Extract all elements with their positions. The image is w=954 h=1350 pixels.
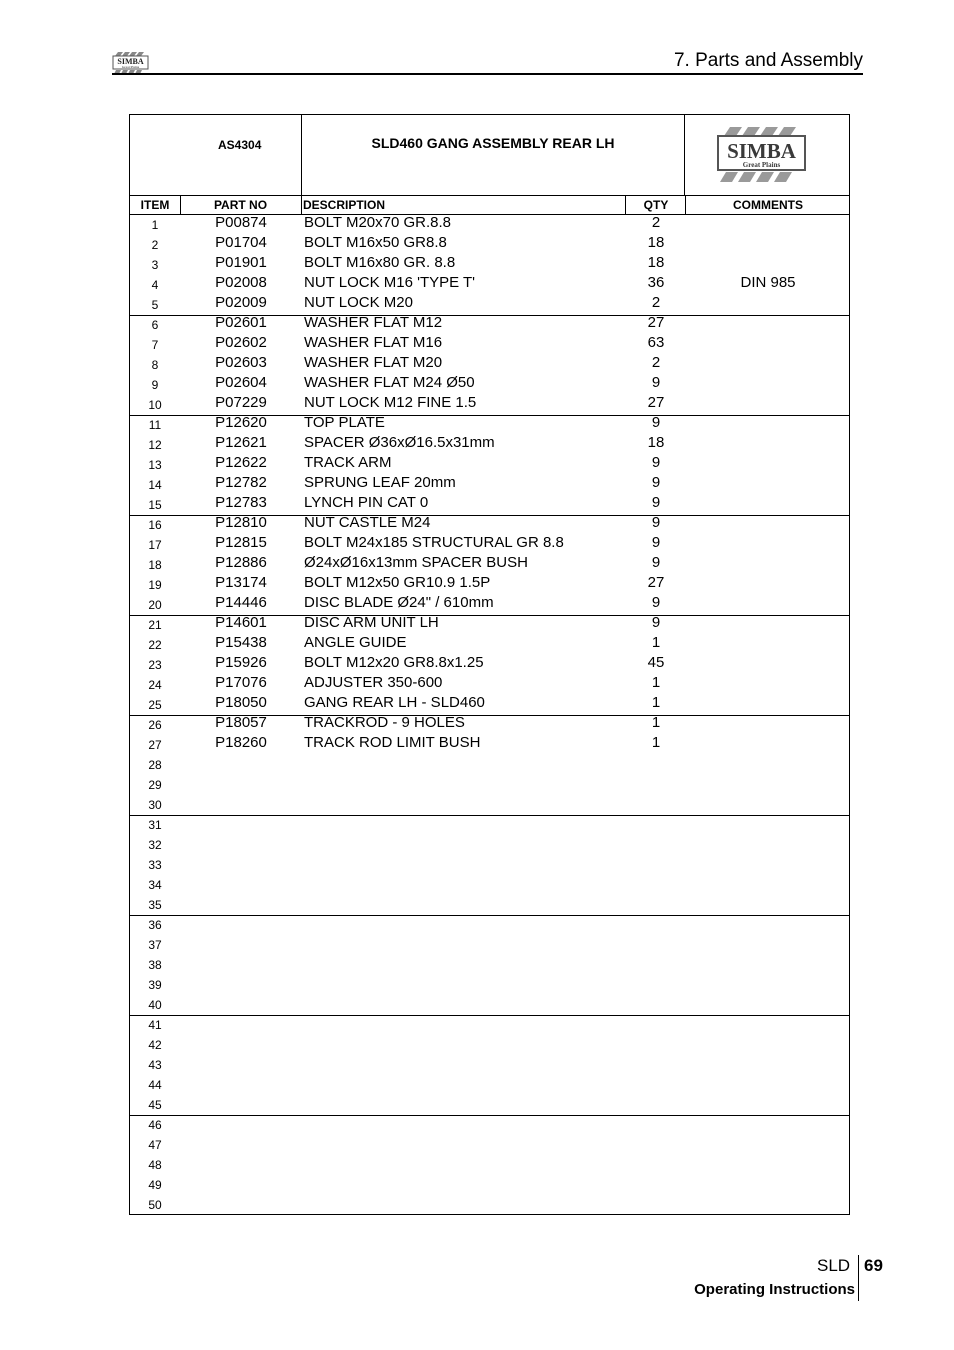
table-row (130, 954, 849, 974)
table-row (130, 1194, 849, 1214)
item-number: 38 (148, 958, 162, 972)
quantity: 63 (647, 334, 665, 351)
description: WASHER FLAT M12 (304, 314, 443, 331)
col-description-header: DESCRIPTION (303, 195, 603, 215)
table-row (130, 474, 849, 494)
quantity: 1 (651, 634, 661, 651)
item-number: 40 (148, 998, 162, 1012)
quantity: 9 (651, 594, 661, 611)
table-row (130, 354, 849, 374)
item-number: 28 (148, 758, 162, 772)
item-number: 23 (148, 658, 162, 672)
quantity: 9 (651, 534, 661, 551)
quantity: 1 (651, 714, 661, 731)
page-number: 69 (864, 1256, 883, 1275)
group-divider (130, 415, 849, 416)
item-number: 34 (148, 878, 162, 892)
part-number: P15438 (215, 634, 267, 651)
table-row (130, 634, 849, 654)
quantity: 9 (651, 514, 661, 531)
quantity: 27 (647, 394, 665, 411)
part-number: P02601 (215, 314, 267, 331)
description: TRACK ARM (304, 454, 392, 471)
table-row (130, 694, 849, 714)
svg-text:SIMBA: SIMBA (117, 57, 144, 66)
assembly-number: AS4304 (218, 138, 262, 152)
item-number: 50 (148, 1198, 162, 1212)
table-row (130, 774, 849, 794)
description: ADJUSTER 350-600 (304, 674, 443, 691)
description: BOLT M20x70 GR.8.8 (304, 214, 452, 231)
item-number: 41 (148, 1018, 162, 1032)
table-row (130, 1014, 849, 1034)
description: LYNCH PIN CAT 0 (304, 494, 429, 511)
divider (301, 195, 302, 215)
description: TOP PLATE (304, 414, 385, 431)
comment: DIN 985 (740, 274, 796, 291)
group-divider (130, 1015, 849, 1016)
quantity: 2 (651, 354, 661, 371)
quantity: 18 (647, 434, 665, 451)
description: DISC BLADE Ø24" / 610mm (304, 594, 494, 611)
item-number: 12 (148, 438, 162, 452)
table-row (130, 754, 849, 774)
item-number: 29 (148, 778, 162, 792)
footer-model: SLD (817, 1256, 851, 1275)
part-number: P12886 (215, 554, 267, 571)
logo-brand-text: SIMBA (727, 139, 796, 163)
description: WASHER FLAT M16 (304, 334, 443, 351)
group-divider (130, 815, 849, 816)
item-number: 10 (148, 398, 162, 412)
table-row (130, 394, 849, 414)
part-number: P12783 (215, 494, 267, 511)
table-row (130, 1154, 849, 1174)
item-number: 37 (148, 938, 162, 952)
quantity: 1 (651, 674, 661, 691)
table-row (130, 414, 849, 434)
footer-subtitle: Operating Instructions (694, 1281, 855, 1298)
item-number: 33 (148, 858, 162, 872)
table-row (130, 1114, 849, 1134)
description: WASHER FLAT M20 (304, 354, 443, 371)
item-number: 26 (148, 718, 162, 732)
item-number: 25 (148, 698, 162, 712)
item-number: 49 (148, 1178, 162, 1192)
header-rule (112, 73, 863, 75)
table-row (130, 1034, 849, 1054)
description: BOLT M12x20 GR8.8x1.25 (304, 654, 484, 671)
table-row (130, 674, 849, 694)
item-number: 8 (151, 358, 159, 372)
table-row (130, 874, 849, 894)
quantity: 36 (647, 274, 665, 291)
part-number: P01901 (215, 254, 267, 271)
item-number: 7 (151, 338, 159, 352)
item-number: 19 (148, 578, 162, 592)
item-number: 18 (148, 558, 162, 572)
section-title: 7. Parts and Assembly (673, 50, 863, 71)
quantity: 9 (651, 614, 661, 631)
item-number: 44 (148, 1078, 162, 1092)
description: NUT CASTLE M24 (304, 514, 431, 531)
table-row (130, 554, 849, 574)
simba-header-logo (112, 52, 150, 74)
table-row (130, 814, 849, 834)
table-row (130, 614, 849, 634)
item-number: 32 (148, 838, 162, 852)
col-item-header: ITEM (130, 195, 180, 215)
part-number: P12782 (215, 474, 267, 491)
description: DISC ARM UNIT LH (304, 614, 439, 631)
simba-logo (716, 127, 808, 183)
description: BOLT M12x50 GR10.9 1.5P (304, 574, 491, 591)
item-number: 48 (148, 1158, 162, 1172)
footer-divider (858, 1255, 859, 1301)
item-number: 4 (151, 278, 159, 292)
description: NUT LOCK M16 'TYPE T' (304, 274, 476, 291)
col-qty-header: QTY (626, 195, 686, 215)
group-divider (130, 915, 849, 916)
table-row (130, 514, 849, 534)
part-number: P12621 (215, 434, 267, 451)
quantity: 9 (651, 474, 661, 491)
table-row (130, 334, 849, 354)
parts-table (129, 114, 850, 1215)
divider (625, 195, 626, 215)
table-row (130, 234, 849, 254)
table-row (130, 734, 849, 754)
item-number: 2 (151, 238, 159, 252)
group-divider (130, 1115, 849, 1116)
divider (180, 195, 181, 215)
table-row (130, 574, 849, 594)
table-row (130, 494, 849, 514)
item-number: 47 (148, 1138, 162, 1152)
description: BOLT M16x80 GR. 8.8 (304, 254, 456, 271)
title-block (130, 115, 849, 196)
item-number: 5 (151, 298, 159, 312)
item-number: 16 (148, 518, 162, 532)
table-row (130, 914, 849, 934)
quantity: 2 (651, 214, 661, 231)
table-row (130, 294, 849, 314)
assembly-title: SLD460 GANG ASSEMBLY REAR LH (301, 115, 685, 195)
item-number: 24 (148, 678, 162, 692)
item-number: 21 (148, 618, 162, 632)
description: NUT LOCK M12 FINE 1.5 (304, 394, 477, 411)
item-number: 35 (148, 898, 162, 912)
item-number: 14 (148, 478, 162, 492)
part-number: P18057 (215, 714, 267, 731)
table-row (130, 314, 849, 334)
table-row (130, 1174, 849, 1194)
part-number: P15926 (215, 654, 267, 671)
item-number: 46 (148, 1118, 162, 1132)
quantity: 27 (647, 574, 665, 591)
item-number: 42 (148, 1038, 162, 1052)
table-row (130, 1074, 849, 1094)
item-number: 30 (148, 798, 162, 812)
part-number: P12620 (215, 414, 267, 431)
part-number: P17076 (215, 674, 267, 691)
item-number: 43 (148, 1058, 162, 1072)
description: WASHER FLAT M24 Ø50 (304, 374, 475, 391)
table-row (130, 274, 849, 294)
table-row (130, 1134, 849, 1154)
part-number: P12810 (215, 514, 267, 531)
part-number: P02602 (215, 334, 267, 351)
table-row (130, 374, 849, 394)
item-number: 17 (148, 538, 162, 552)
item-number: 11 (148, 418, 162, 432)
table-row (130, 854, 849, 874)
item-number: 45 (148, 1098, 162, 1112)
group-divider (130, 515, 849, 516)
item-number: 6 (151, 318, 159, 332)
col-comments-header: COMMENTS (686, 195, 850, 215)
description: SPACER Ø36xØ16.5x31mm (304, 434, 495, 451)
description: SPRUNG LEAF 20mm (304, 474, 456, 491)
item-number: 15 (148, 498, 162, 512)
quantity: 2 (651, 294, 661, 311)
part-number: P18260 (215, 734, 267, 751)
part-number: P18050 (215, 694, 267, 711)
part-number: P02603 (215, 354, 267, 371)
table-row (130, 974, 849, 994)
quantity: 9 (651, 414, 661, 431)
table-row (130, 654, 849, 674)
description: Ø24xØ16x13mm SPACER BUSH (304, 554, 528, 571)
description: TRACKROD - 9 HOLES (304, 714, 465, 731)
part-number: P02009 (215, 294, 267, 311)
table-row (130, 794, 849, 814)
part-number: P12815 (215, 534, 267, 551)
part-number: P12622 (215, 454, 267, 471)
quantity: 9 (651, 554, 661, 571)
description: GANG REAR LH - SLD460 (304, 694, 485, 711)
svg-text:Great Plains: Great Plains (121, 65, 140, 69)
quantity: 18 (647, 254, 665, 271)
item-number: 9 (151, 378, 159, 392)
part-number: P02604 (215, 374, 267, 391)
quantity: 1 (651, 694, 661, 711)
table-row (130, 1094, 849, 1114)
part-number: P00874 (215, 214, 267, 231)
item-number: 3 (151, 258, 159, 272)
quantity: 27 (647, 314, 665, 331)
table-row (130, 834, 849, 854)
description: BOLT M16x50 GR8.8 (304, 234, 447, 251)
table-row (130, 454, 849, 474)
table-row (130, 594, 849, 614)
part-number: P14446 (215, 594, 267, 611)
col-part-header: PART NO (180, 195, 301, 215)
item-number: 22 (148, 638, 162, 652)
description: ANGLE GUIDE (304, 634, 407, 651)
part-number: P14601 (215, 614, 267, 631)
table-row (130, 1054, 849, 1074)
table-row (130, 934, 849, 954)
quantity: 1 (651, 734, 661, 751)
quantity: 18 (647, 234, 665, 251)
part-number: P02008 (215, 274, 267, 291)
table-row (130, 214, 849, 234)
table-row (130, 434, 849, 454)
part-number: P01704 (215, 234, 267, 251)
item-number: 1 (151, 218, 159, 232)
part-number: P13174 (215, 574, 267, 591)
quantity: 9 (651, 494, 661, 511)
table-row (130, 714, 849, 734)
description: BOLT M24x185 STRUCTURAL GR 8.8 (304, 534, 564, 551)
quantity: 9 (651, 454, 661, 471)
part-number: P07229 (215, 394, 267, 411)
item-number: 36 (148, 918, 162, 932)
item-number: 31 (148, 818, 162, 832)
table-row (130, 254, 849, 274)
group-divider (130, 615, 849, 616)
quantity: 9 (651, 374, 661, 391)
item-number: 39 (148, 978, 162, 992)
group-divider (130, 315, 849, 316)
quantity: 45 (647, 654, 665, 671)
table-row (130, 894, 849, 914)
table-row (130, 534, 849, 554)
description: TRACK ROD LIMIT BUSH (304, 734, 481, 751)
item-number: 27 (148, 738, 162, 752)
description: NUT LOCK M20 (304, 294, 413, 311)
table-row (130, 994, 849, 1014)
logo-sub-text: Great Plains (742, 161, 781, 169)
group-divider (130, 715, 849, 716)
divider (685, 195, 686, 215)
item-number: 20 (148, 598, 162, 612)
item-number: 13 (148, 458, 162, 472)
